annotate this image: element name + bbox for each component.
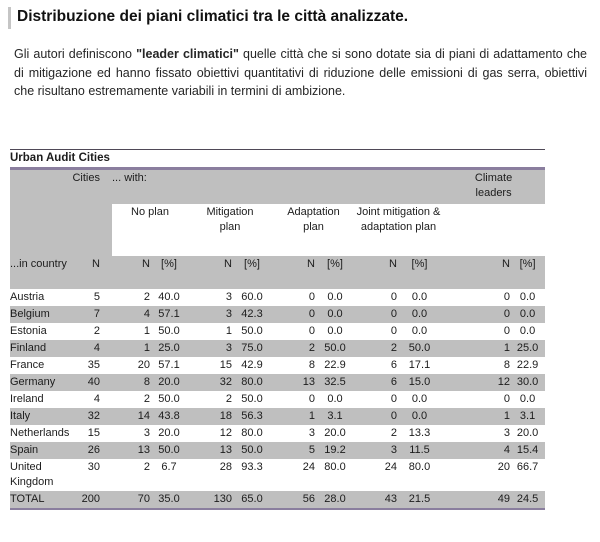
title-block <box>8 6 586 30</box>
header-row-measures <box>10 256 545 289</box>
cities-count-cell: 30 <box>87 460 100 473</box>
cities-count-cell: 4 <box>70 340 112 357</box>
percent-cell: 15.0 <box>397 374 442 391</box>
intro-text-before: Gli autori definiscono <box>14 47 137 61</box>
col-header-pct: [%] <box>150 256 188 289</box>
count-cell: 0 <box>503 290 510 303</box>
percent-cell: 0.0 <box>411 392 428 405</box>
percent-cell: 32.5 <box>315 374 355 391</box>
cities-count-cell: 200 <box>70 491 112 509</box>
country-cell: Italy <box>10 408 70 425</box>
country-cell: Estonia <box>10 324 47 337</box>
count-cell: 8 <box>112 374 150 391</box>
count-cell: 18 <box>188 408 232 425</box>
header-spacer <box>10 168 70 204</box>
percent-cell: 25.0 <box>510 340 545 357</box>
country-cell: United Kingdom <box>10 460 54 488</box>
col-header-n: N <box>112 256 150 289</box>
percent-cell: 0.0 <box>519 324 536 337</box>
count-cell: 3 <box>188 306 232 323</box>
count-cell: 4 <box>112 306 150 323</box>
count-cell: 1 <box>225 324 232 337</box>
table-row <box>10 408 545 425</box>
col-header-pct: [%] <box>232 256 272 289</box>
count-cell: 6 <box>390 358 397 371</box>
count-cell: 14 <box>112 408 150 425</box>
percent-cell: 57.1 <box>158 358 180 371</box>
cities-count-cell: 15 <box>87 426 100 439</box>
percent-cell: 24.5 <box>510 491 545 509</box>
count-cell: 0 <box>390 290 397 303</box>
cities-count-cell: 35 <box>87 358 100 371</box>
count-cell: 56 <box>272 491 315 509</box>
percent-cell: 28.0 <box>315 491 355 509</box>
intro-text-after: quelle città che si sono dotate sia di piani di adattamento che di mitigazione ed hanno fissato obiettivi quantitativi di riduzione delle emissioni di gas serra, obiettivi che risultano estremamente variabili in termini di ambizione. <box>14 47 588 98</box>
table-row <box>10 289 545 306</box>
country-cell: Ireland <box>10 392 44 405</box>
col-header-climate-leaders <box>442 168 545 204</box>
cities-count-cell: 26 <box>70 442 112 459</box>
count-cell: 20 <box>137 358 150 371</box>
count-cell: 2 <box>143 460 150 473</box>
count-cell: 0 <box>272 306 315 323</box>
percent-cell: 50.0 <box>241 392 263 405</box>
col-header-mitigation-plan <box>188 204 272 256</box>
count-cell: 3 <box>355 442 397 459</box>
count-cell: 0 <box>308 290 315 303</box>
intro-paragraph <box>14 45 587 101</box>
percent-cell: 6.7 <box>161 460 177 473</box>
count-cell: 28 <box>219 460 232 473</box>
percent-cell: 35.0 <box>150 491 188 509</box>
percent-cell: 0.0 <box>519 392 536 405</box>
count-cell: 3 <box>503 426 510 439</box>
col-header-n: N <box>355 256 397 289</box>
percent-cell: 75.0 <box>232 340 272 357</box>
percent-cell: 3.1 <box>510 408 545 425</box>
count-cell: 12 <box>442 374 510 391</box>
header-row-plans <box>10 204 545 256</box>
count-cell: 32 <box>188 374 232 391</box>
percent-cell: 3.1 <box>315 408 355 425</box>
percent-cell: 60.0 <box>241 290 263 303</box>
percent-cell: 0.0 <box>327 392 343 405</box>
percent-cell: 0.0 <box>411 324 428 337</box>
col-header-adaptation-plan <box>272 204 355 256</box>
percent-cell: 15.4 <box>510 442 545 459</box>
adaptation-plan-label: Adaptation plan <box>287 205 340 233</box>
cities-count-cell: 5 <box>93 290 100 303</box>
table-body <box>10 289 545 509</box>
country-cell: Spain <box>10 442 70 459</box>
percent-cell: 22.9 <box>516 358 539 371</box>
header-row-top <box>10 168 545 204</box>
count-cell: 0 <box>308 392 315 405</box>
count-cell: 8 <box>503 358 510 371</box>
table-row <box>10 459 545 491</box>
percent-cell: 57.1 <box>150 306 188 323</box>
country-cell: Germany <box>10 374 70 391</box>
percent-cell: 19.2 <box>315 442 355 459</box>
country-cell: TOTAL <box>10 491 70 509</box>
col-header-pct: [%] <box>315 256 355 289</box>
count-cell: 130 <box>188 491 232 509</box>
count-cell: 5 <box>272 442 315 459</box>
table-row <box>10 491 545 509</box>
count-cell: 13 <box>188 442 232 459</box>
count-cell: 1 <box>272 408 315 425</box>
cities-count-cell: 2 <box>93 324 100 337</box>
percent-cell: 42.3 <box>232 306 272 323</box>
count-cell: 20 <box>497 460 510 473</box>
header-spacer <box>442 204 545 256</box>
col-header-cities: Cities <box>70 168 112 204</box>
climate-leaders-label: Climate leaders <box>474 171 513 199</box>
percent-cell: 80.0 <box>324 460 346 473</box>
percent-cell: 50.0 <box>397 340 442 357</box>
urban-audit-table <box>10 149 545 510</box>
count-cell: 0 <box>308 324 315 337</box>
count-cell: 15 <box>219 358 232 371</box>
table-row <box>10 425 545 442</box>
percent-cell: 11.5 <box>397 442 442 459</box>
country-cell: Finland <box>10 340 70 357</box>
count-cell: 43 <box>355 491 397 509</box>
country-cell: Belgium <box>10 306 70 323</box>
percent-cell: 0.0 <box>327 324 343 337</box>
cities-count-cell: 32 <box>70 408 112 425</box>
percent-cell: 13.3 <box>408 426 431 439</box>
percent-cell: 50.0 <box>232 442 272 459</box>
percent-cell: 80.0 <box>232 374 272 391</box>
document-page <box>0 6 600 542</box>
percent-cell: 50.0 <box>158 392 180 405</box>
table-title: Urban Audit Cities <box>10 149 545 168</box>
count-cell: 1 <box>143 324 150 337</box>
percent-cell: 20.0 <box>158 426 180 439</box>
country-cell: Netherlands <box>10 426 70 439</box>
percent-cell: 20.0 <box>150 374 188 391</box>
count-cell: 24 <box>384 460 397 473</box>
percent-cell: 22.9 <box>324 358 346 371</box>
percent-cell: 80.0 <box>408 460 431 473</box>
col-header-n: N <box>188 256 232 289</box>
col-header-with: ... with: <box>112 168 442 204</box>
count-cell: 0 <box>503 324 510 337</box>
count-cell: 0 <box>355 408 397 425</box>
table-row <box>10 374 545 391</box>
col-header-pct: [%] <box>510 256 545 289</box>
table-row <box>10 306 545 323</box>
percent-cell: 0.0 <box>397 408 442 425</box>
count-cell: 6 <box>355 374 397 391</box>
count-cell: 12 <box>219 426 232 439</box>
count-cell: 0 <box>390 392 397 405</box>
count-cell: 13 <box>272 374 315 391</box>
percent-cell: 50.0 <box>158 324 180 337</box>
count-cell: 2 <box>272 340 315 357</box>
no-plan-label: No plan <box>131 205 169 218</box>
count-cell: 3 <box>188 340 232 357</box>
percent-cell: 20.0 <box>516 426 539 439</box>
count-cell: 3 <box>225 290 232 303</box>
count-cell: 1 <box>442 340 510 357</box>
cities-count-cell: 40 <box>70 374 112 391</box>
percent-cell: 0.0 <box>510 306 545 323</box>
count-cell: 24 <box>302 460 315 473</box>
col-header-n: N <box>442 256 510 289</box>
cities-count-cell: 7 <box>70 306 112 323</box>
percent-cell: 80.0 <box>241 426 263 439</box>
count-cell: 3 <box>143 426 150 439</box>
col-header-joint-plan <box>355 204 442 256</box>
col-header-no-plan <box>112 204 188 256</box>
count-cell: 2 <box>355 340 397 357</box>
col-header-country: ...in country <box>10 256 70 289</box>
percent-cell: 50.0 <box>315 340 355 357</box>
percent-cell: 0.0 <box>315 306 355 323</box>
table-caption-row <box>10 149 545 168</box>
title-accent-bar <box>8 7 11 29</box>
percent-cell: 21.5 <box>397 491 442 509</box>
percent-cell: 56.3 <box>232 408 272 425</box>
count-cell: 8 <box>308 358 315 371</box>
table-row <box>10 323 545 340</box>
table-row <box>10 442 545 459</box>
joint-plan-label: Joint mitigation & adaptation plan <box>356 205 441 233</box>
count-cell: 3 <box>308 426 315 439</box>
percent-cell: 66.7 <box>516 460 539 473</box>
col-header-pct: [%] <box>397 256 442 289</box>
count-cell: 1 <box>112 340 150 357</box>
col-header-n: N <box>272 256 315 289</box>
percent-cell: 30.0 <box>510 374 545 391</box>
percent-cell: 50.0 <box>150 442 188 459</box>
percent-cell: 0.0 <box>411 290 428 303</box>
page-title: Distribuzione dei piani climatici tra le città analizzate. <box>17 8 409 25</box>
count-cell: 0 <box>442 306 510 323</box>
percent-cell: 65.0 <box>232 491 272 509</box>
col-header-n: N <box>70 256 112 289</box>
count-cell: 2 <box>143 290 150 303</box>
count-cell: 2 <box>143 392 150 405</box>
percent-cell: 40.0 <box>158 290 180 303</box>
percent-cell: 42.9 <box>241 358 263 371</box>
percent-cell: 50.0 <box>241 324 263 337</box>
percent-cell: 0.0 <box>397 306 442 323</box>
count-cell: 0 <box>355 306 397 323</box>
count-cell: 13 <box>112 442 150 459</box>
mitigation-plan-label: Mitigation plan <box>206 205 254 233</box>
cities-count-cell: 4 <box>93 392 100 405</box>
count-cell: 0 <box>503 392 510 405</box>
percent-cell: 25.0 <box>150 340 188 357</box>
count-cell: 2 <box>390 426 397 439</box>
count-cell: 1 <box>442 408 510 425</box>
percent-cell: 0.0 <box>327 290 343 303</box>
percent-cell: 17.1 <box>408 358 431 371</box>
table-row <box>10 340 545 357</box>
count-cell: 49 <box>442 491 510 509</box>
percent-cell: 0.0 <box>519 290 536 303</box>
table-row <box>10 391 545 408</box>
percent-cell: 20.0 <box>324 426 346 439</box>
country-cell: Austria <box>10 290 45 303</box>
percent-cell: 93.3 <box>241 460 263 473</box>
header-spacer <box>10 204 112 256</box>
count-cell: 4 <box>442 442 510 459</box>
intro-text-bold: "leader climatici" <box>136 47 239 61</box>
count-cell: 0 <box>390 324 397 337</box>
country-cell: France <box>10 358 45 371</box>
percent-cell: 43.8 <box>150 408 188 425</box>
count-cell: 70 <box>112 491 150 509</box>
count-cell: 2 <box>225 392 232 405</box>
table-row <box>10 357 545 374</box>
